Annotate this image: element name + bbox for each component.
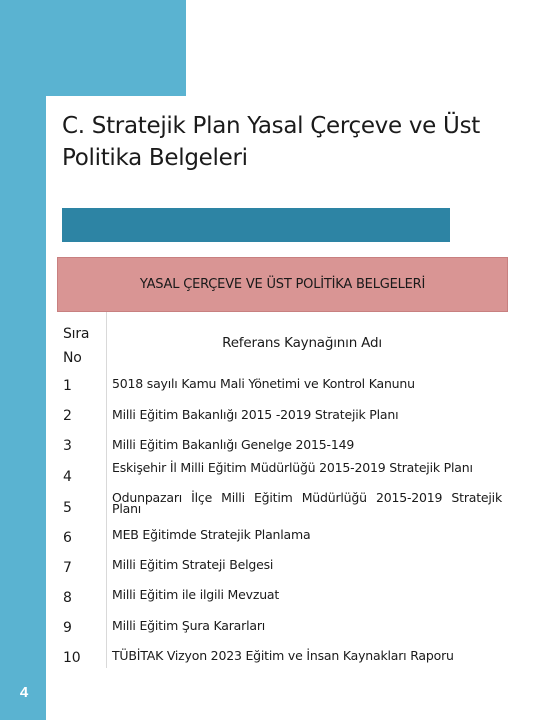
row-reference: Milli Eğitim Strateji Belgesi xyxy=(112,557,274,572)
page-number: 4 xyxy=(19,684,29,701)
row-number: 2 xyxy=(63,408,72,424)
row-number: 3 xyxy=(63,438,72,454)
row-number: 10 xyxy=(63,650,81,666)
column-header-reference: Referans Kaynağının Adı xyxy=(222,335,382,351)
row-reference: Odunpazarı İlçe Milli Eğitim Müdürlüğü 2015-2019 Stratejik Planı xyxy=(112,490,502,516)
column-header-no: Sıra No xyxy=(63,326,90,366)
left-accent-band xyxy=(0,0,46,720)
row-reference: Milli Eğitim Şura Kararları xyxy=(112,618,266,633)
row-number: 1 xyxy=(63,378,72,394)
column-divider xyxy=(106,312,107,668)
row-number: 4 xyxy=(63,469,72,485)
row-number: 8 xyxy=(63,590,72,606)
row-reference: TÜBİTAK Vizyon 2023 Eğitim ve İnsan Kaynakları Raporu xyxy=(112,648,454,663)
row-reference: Milli Eğitim Bakanlığı Genelge 2015-149 xyxy=(112,437,355,452)
row-reference: Milli Eğitim ile ilgili Mevzuat xyxy=(112,587,280,602)
row-number: 6 xyxy=(63,530,72,546)
row-reference: Milli Eğitim Bakanlığı 2015 -2019 Stratejik Planı xyxy=(112,407,399,422)
row-reference: Eskişehir İl Milli Eğitim Müdürlüğü 2015-2019 Stratejik Planı xyxy=(112,460,473,475)
row-reference: MEB Eğitimde Stratejik Planlama xyxy=(112,527,311,542)
slide-title: C. Stratejik Plan Yasal Çerçeve ve Üst Politika Belgeleri xyxy=(62,113,480,171)
title-underline-bar xyxy=(62,208,450,242)
row-number: 9 xyxy=(63,620,72,636)
row-reference: 5018 sayılı Kamu Mali Yönetimi ve Kontrol Kanunu xyxy=(112,376,415,391)
row-number: 7 xyxy=(63,560,72,576)
top-accent-band xyxy=(0,0,186,96)
table-caption: YASAL ÇERÇEVE VE ÜST POLİTİKA BELGELERİ xyxy=(57,257,508,312)
row-number: 5 xyxy=(63,500,72,516)
